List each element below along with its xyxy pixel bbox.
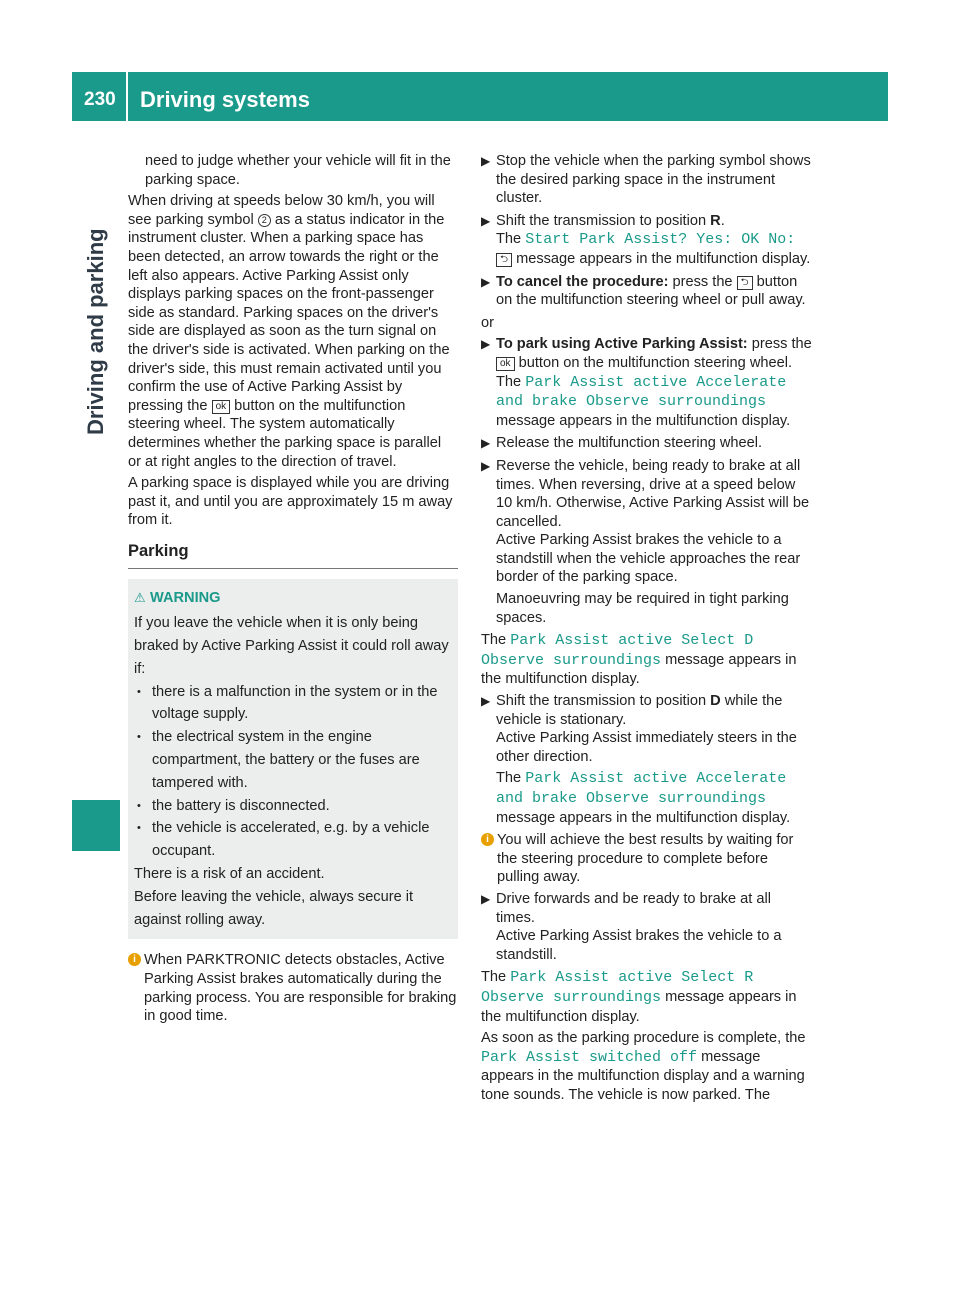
step: ▶ Shift the transmission to position D while the vehicle is stationary. Active Parking Assist immediately steers in the other direction. The Park Assist active Accelerate and brake Observe surroundings message appears in the multifunction display.: [481, 693, 797, 826]
info-note: i When PARKTRONIC detects obstacles, Active Parking Assist brakes automatically during the parking process. You are responsible for braking in good time.: [128, 951, 458, 1025]
step: ▶ Stop the vehicle when the parking symbol shows the desired parking space in the instrument cluster.: [481, 153, 811, 207]
paragraph: The Park Assist active Select R Observe surroundings message appears in the multifunction display.: [481, 969, 797, 1025]
back-key-icon: ⮌: [496, 253, 512, 267]
list-item: • the electrical system in the engine compartment, the battery or the fuses are tampered with.: [134, 726, 451, 794]
warning-risk: There is a risk of an accident.: [134, 866, 325, 883]
or-text: or: [481, 314, 494, 331]
header-divider: [126, 72, 128, 121]
list-item: • there is a malfunction in the system or in the voltage supply.: [134, 681, 451, 727]
side-tab-label: Driving and parking: [83, 228, 108, 435]
arrow-icon: ▶: [481, 694, 491, 709]
display-message: Park Assist active Select R: [510, 969, 754, 987]
info-icon: i: [128, 953, 141, 966]
warning-icon: ⚠: [134, 590, 146, 606]
ok-key-icon: ok: [212, 400, 231, 414]
bullet-icon: •: [137, 799, 141, 812]
arrow-icon: ▶: [481, 891, 491, 906]
arrow-icon: ▶: [481, 436, 491, 451]
display-message: Start Park Assist? Yes: OK No:: [525, 231, 796, 249]
display-message: Park Assist active Select D: [510, 632, 754, 650]
display-message: Observe surroundings: [481, 988, 662, 1006]
arrow-icon: ▶: [481, 337, 491, 352]
display-message: Park Assist active Accelerate: [525, 373, 787, 391]
left-column: [128, 152, 458, 1029]
paragraph: The Park Assist active Select D Observe surroundings message appears in the multifunction display.: [481, 632, 797, 688]
side-tab-marker: [72, 800, 120, 851]
number-2-icon: 2: [258, 214, 271, 227]
page-number: 230: [84, 89, 116, 110]
arrow-icon: ▶: [481, 274, 491, 289]
back-key-icon: ⮌: [737, 276, 753, 290]
divider: [128, 568, 458, 569]
arrow-icon: ▶: [481, 154, 491, 168]
subheading-parking: Parking: [128, 541, 189, 560]
step: ▶ Release the multifunction steering wheel.: [481, 435, 763, 452]
warning-intro: If you leave the vehicle when it is only being braked by Active Parking Assist it could roll away if:: [134, 615, 449, 677]
warning-advice: Before leaving the vehicle, always secure it against rolling away.: [134, 888, 414, 928]
step: ▶ To park using Active Parking Assist: press the ok button on the multifunction steering wheel. The Park Assist active Accelerate and brake Observe surroundings message appears in the multifunction display.: [481, 336, 812, 429]
paragraph: need to judge whether your vehicle will fit in the parking space.: [145, 153, 451, 188]
warning-box: [128, 579, 458, 939]
bullet-icon: •: [137, 731, 141, 744]
step: ▶ Reverse the vehicle, being ready to brake at all times. When reversing, drive at a speed below 10 km/h. Otherwise, Active Parking Assist will be cancelled. Active Parking Assist brakes the vehicle to a standstill when the vehicle approaches the rear border of the parking space. Manoeuvring may be required in tight parking spaces.: [481, 457, 810, 626]
display-message: Park Assist active Accelerate: [525, 770, 787, 788]
display-message: and brake Observe surroundings: [496, 393, 767, 411]
paragraph: A parking space is displayed while you are driving past it, and until you are approximately 15 m away from it.: [128, 475, 453, 529]
info-icon: i: [481, 833, 494, 846]
arrow-icon: ▶: [481, 458, 491, 473]
list-item: • the vehicle is accelerated, e.g. by a vehicle occupant.: [134, 817, 451, 863]
step: ▶ Drive forwards and be ready to brake at all times. Active Parking Assist brakes the vehicle to a standstill.: [481, 890, 782, 963]
step: ▶ Shift the transmission to position R. The Start Park Assist? Yes: OK No: ⮌ message appears in the multifunction display.: [481, 212, 811, 267]
paragraph: When driving at speeds below 30 km/h, you will see parking symbol 2 as a status indicator in the instrument cluster. When a parking space has been detected, an arrow towards the right or the left also appears. Active Parking Assist only displays parking spaces on the front-passenger side as standard. Parking spaces on the driver's side are displayed as soon as the turn signal on the driver's side is activated. When parking on the driver's side, this must remain activated until you confirm the use of Active Parking Assist by pressing the ok button on the multifunction steering wheel. The system automatically determines whether the parking space is parallel or at right angles to the direction of travel.: [128, 193, 450, 470]
section-title: Driving systems: [140, 87, 310, 112]
display-message: Observe surroundings: [481, 651, 662, 669]
display-message: and brake Observe surroundings: [496, 790, 767, 807]
info-note: i You will achieve the best results by waiting for the steering procedure to complete before pulling away.: [481, 831, 813, 887]
right-column: [481, 152, 813, 1108]
arrow-icon: ▶: [481, 213, 491, 228]
ok-key-icon: ok: [496, 357, 515, 371]
display-message: Park Assist switched off: [481, 1048, 698, 1066]
paragraph: As soon as the parking procedure is complete, the Park Assist switched off message appears in the multifunction display and a warning tone sounds. The vehicle is now parked. The: [481, 1030, 806, 1103]
bullet-icon: •: [137, 685, 141, 698]
list-item: • the battery is disconnected.: [134, 795, 451, 818]
warning-title: WARNING: [150, 590, 221, 607]
bullet-icon: •: [137, 822, 141, 835]
step: ▶ To cancel the procedure: press the ⮌ button on the multifunction steering wheel or pull away.: [481, 273, 806, 309]
